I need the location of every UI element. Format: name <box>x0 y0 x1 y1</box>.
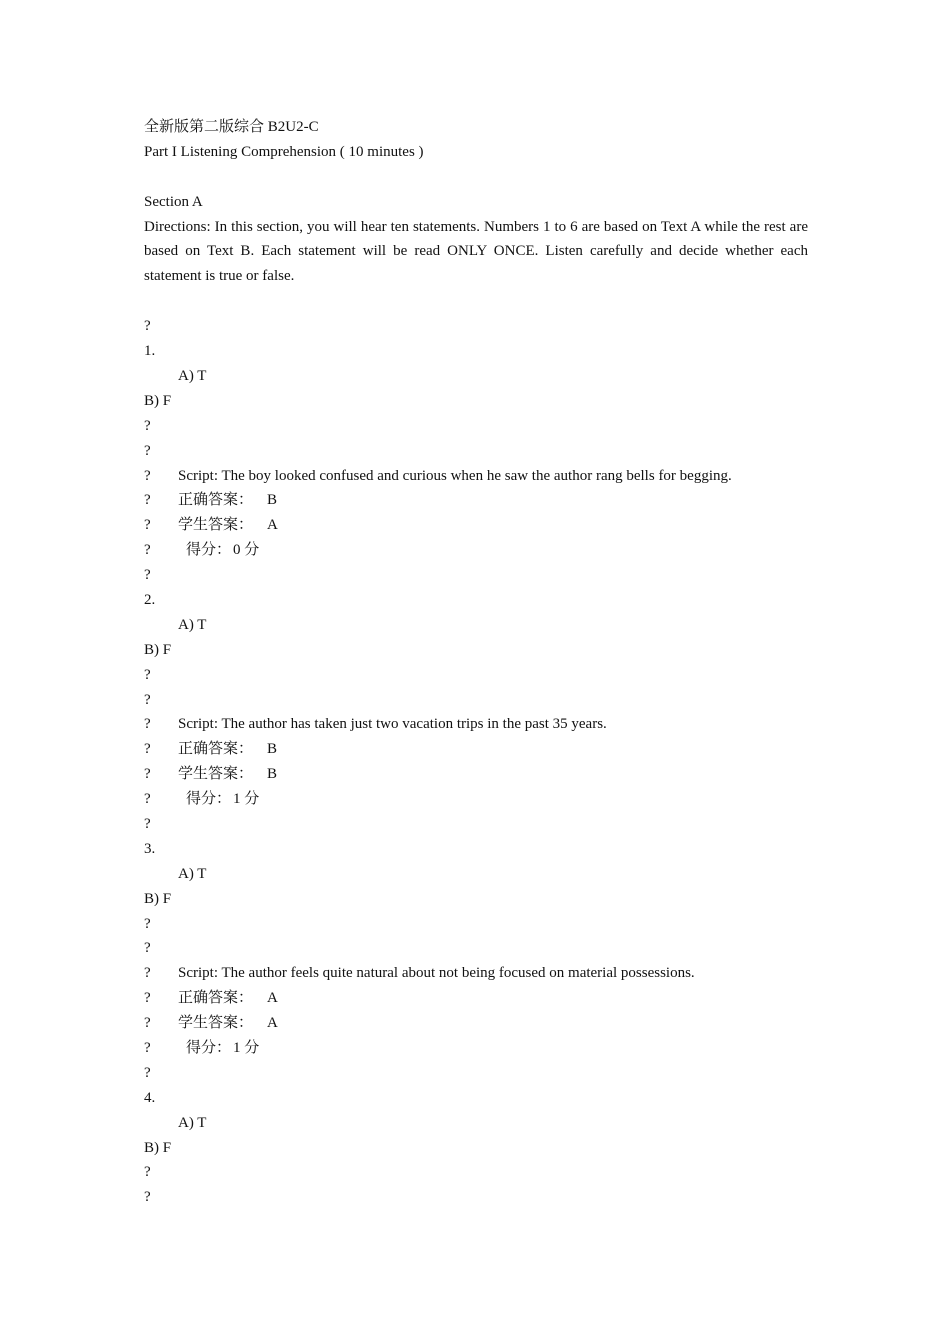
score-value: 0 分 <box>233 542 260 559</box>
score-row <box>144 787 808 812</box>
question-marker: ? <box>144 567 151 584</box>
correct-answer-row <box>144 737 808 762</box>
correct-answer-value: B <box>267 492 278 509</box>
student-answer-value: A <box>267 1015 278 1032</box>
question-marker: ? <box>144 1164 151 1181</box>
score-row <box>144 1036 808 1061</box>
part-heading: Part I Listening Comprehension ( 10 minutes ) <box>144 143 424 160</box>
question-marker: ? <box>144 442 151 459</box>
correct-answer-label: 正确答案： <box>178 741 254 758</box>
script-text: Script: The author feels quite natural about not being focused on material possessions. <box>178 965 695 982</box>
section-heading: Section A <box>144 193 203 210</box>
question-marker: ? <box>144 990 151 1007</box>
score-row <box>144 538 808 563</box>
script-row <box>144 712 808 737</box>
student-answer-row <box>144 1011 808 1036</box>
question-number: 1. <box>144 343 156 360</box>
question-marker: ? <box>144 741 151 758</box>
document-page <box>144 115 808 1210</box>
question-marker: ? <box>144 467 151 484</box>
student-answer-label: 学生答案： <box>178 1015 254 1032</box>
script-text: Script: The author has taken just two vacation trips in the past 35 years. <box>178 716 607 733</box>
option-a: A) T <box>178 367 207 384</box>
question-marker: ? <box>144 691 151 708</box>
correct-answer-row <box>144 986 808 1011</box>
question-marker: ? <box>144 716 151 733</box>
question-marker: ? <box>144 1189 151 1206</box>
question-marker: ? <box>144 940 151 957</box>
student-answer-value: A <box>267 517 278 534</box>
question-marker: ? <box>144 542 151 559</box>
correct-answer-value: A <box>267 990 278 1007</box>
question-marker: ? <box>144 318 151 335</box>
option-a: A) T <box>178 1114 207 1131</box>
question-marker: ? <box>144 492 151 509</box>
score-label: 得分： <box>186 1040 232 1056</box>
student-answer-row <box>144 762 808 787</box>
question-marker: ? <box>144 1040 151 1056</box>
question-marker: ? <box>144 1015 151 1032</box>
student-answer-label: 学生答案： <box>178 517 254 534</box>
question-number: 2. <box>144 591 156 608</box>
correct-answer-label: 正确答案： <box>178 990 254 1007</box>
script-row <box>144 464 808 489</box>
directions-text: Directions: In this section, you will hear ten statements. Numbers 1 to 6 are based on Text A while the rest are based on Text B. Each statement will be read ONLY ONCE. Listen carefully and decide whether each statement is true or false. <box>144 218 808 285</box>
question-marker: ? <box>144 517 151 534</box>
question-marker: ? <box>144 965 151 982</box>
student-answer-label: 学生答案： <box>178 766 254 783</box>
question-marker: ? <box>144 1064 151 1081</box>
script-row <box>144 961 808 986</box>
option-a: A) T <box>178 616 207 633</box>
question-marker: ? <box>144 766 151 783</box>
question-marker: ? <box>144 791 151 808</box>
option-b: B) F <box>144 392 172 409</box>
option-a: A) T <box>178 865 207 882</box>
student-answer-row <box>144 513 808 538</box>
question-marker: ? <box>144 815 151 832</box>
question-marker: ? <box>144 666 151 683</box>
score-label: 得分： <box>186 791 232 808</box>
score-value: 1 分 <box>233 791 260 808</box>
correct-answer-label: 正确答案： <box>178 492 254 509</box>
score-value: 1 分 <box>233 1040 260 1056</box>
question-marker: ? <box>144 915 151 932</box>
script-text: Script: The boy looked confused and curious when he saw the author rang bells for begging. <box>178 467 732 484</box>
option-b: B) F <box>144 641 172 658</box>
question-number: 4. <box>144 1089 156 1106</box>
spacer <box>144 165 808 190</box>
option-b: B) F <box>144 1139 172 1156</box>
student-answer-value: B <box>267 766 278 783</box>
correct-answer-row <box>144 488 808 513</box>
spacer <box>144 289 808 314</box>
question-marker: ? <box>144 417 151 434</box>
question-number: 3. <box>144 840 156 857</box>
option-b: B) F <box>144 890 172 907</box>
correct-answer-value: B <box>267 741 278 758</box>
document-title: 全新版第二版综合 B2U2-C <box>144 119 319 135</box>
score-label: 得分： <box>186 542 232 559</box>
